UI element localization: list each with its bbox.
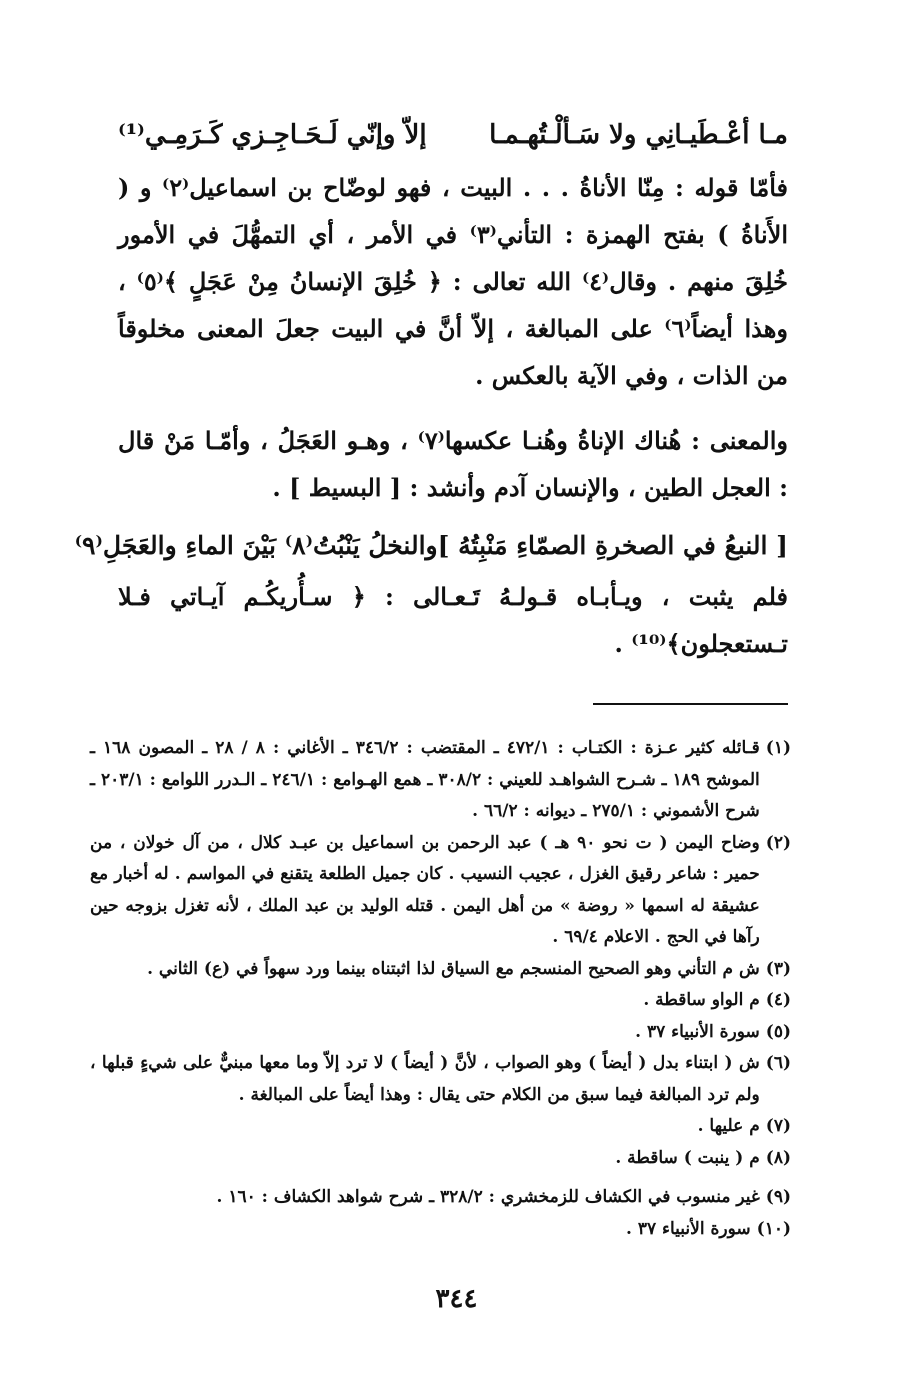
footnote-number: (٣) [765, 958, 791, 979]
poetry-verse-2 [74, 519, 788, 573]
footnote-number: (٤) [765, 990, 791, 1010]
footnote-2 [90, 828, 791, 954]
footnote-number: (٦) [765, 1053, 791, 1073]
footnote-9 [90, 1182, 791, 1214]
verse-1-first-hemistich: مـا أعْـطَيـانِي ولا سَـألْـتُهـمـا [489, 120, 788, 150]
paragraph-commentary-2: والمعنى : هُناك الإناةُ وهُنـا عكسها⁽٧⁾ ، وهـو العَجَلُ ، وأمّـا مَنْ قال : العجل الطين ، والإنسان آدم وأنشد : [ البسيط ] . [118, 426, 788, 502]
footnote-number: (٧) [765, 1116, 791, 1136]
page-number: ٣٤٤ [435, 1284, 478, 1314]
footnote-text: ش م التأني وهو الصحيح المنسجم مع السياق لذا اثبتناه بينما ورد سهواً في (ع) الثاني . [147, 958, 760, 979]
footnote-text: م عليها . [697, 1116, 760, 1136]
footnote-number: (٥) [765, 1021, 791, 1042]
footnote-text: قـائله كثير عـزة : الكتـاب : ٤٧٢/١ ـ المقتضب : ٣٤٦/٢ ـ الأغاني : ٨ / ٢٨ ـ المصون ١٦٨ ـ الموشح ١٨٩ ـ شـرح الشواهـد للعيني : ٣٠٨/٢ ـ همع الهـوامع : ٢٤٦/١ ـ الـدرر اللوامع : ٢٠٣/١ ـ شرح الأشموني : ٢٧٥/١ ـ ديوانه : ٦٦/٢ . [90, 738, 760, 821]
verse-2-second-hemistich: والنخلُ يَنْبُتُ⁽٨⁾ بَيْنَ الماءِ والعَجَلِ⁽٩⁾ [74, 531, 438, 560]
footnote-text: سورة الأنبياء ٣٧ . [625, 1218, 751, 1239]
main-text [74, 108, 789, 667]
footnote-number: (١) [765, 738, 791, 758]
footnote-number: (١٠) [756, 1218, 791, 1239]
footnote-3 [90, 954, 791, 986]
footnote-text: م ( ينبت ) ساقطة . [615, 1147, 760, 1168]
footnote-text: غير منسوب في الكشاف للزمخشري : ٣٢٨/٢ ـ شرح شواهد الكشاف : ١٦٠ . [216, 1187, 760, 1207]
footnote-10 [90, 1214, 791, 1246]
footnote-text: وضاح اليمن ( ت نحو ٩٠ هـ ) عبد الرحمن بن اسماعيل بن عبـد كلال ، من آل خولان ، من حمير : شاعر رقيق الغزل ، عجيب النسيب . كان جميل الطلعة يتقنع في المواسم . له أخبار مع عشيقة له اسمها « روضة » من أهل اليمن . قتله الوليد بن عبد الملك ، لأنه تغزل بزوجه حين رآها في الحج . الاعلام ٦٩/٤ . [90, 832, 760, 947]
footnote-number: (٩) [765, 1187, 791, 1207]
footnote-divider [593, 703, 788, 705]
footnote-5 [90, 1017, 791, 1049]
footnote-6 [90, 1048, 791, 1111]
footnote-text: م الواو ساقطة . [643, 990, 760, 1010]
verse-1-second-hemistich: إلاّ وإنّي لَـحَـاجِـزي كَـرَمِـي⁽¹⁾ [118, 120, 427, 150]
footnote-text: ش ( ابتناء بدل ( أيضاً ) وهو الصواب ، لأنَّ ( أيضاً ) لا ترد إلاّ وما معها مبنيٌّ على شيءٍ قبلها ، ولم ترد المبالغة فيما سبق من الكلام حتى يقال : وهذا أيضاً على المبالغة . [90, 1053, 760, 1105]
verse-2-first-hemistich: [ النبعُ في الصخرةِ الصمّاءِ مَنْبِتُهُ ] [437, 531, 788, 560]
paragraph-commentary-3: فلم يثبت ، ويـأبـاه قـولـهُ تَـعـالى : ﴿ سـأُريكُـم آيـاتي فـلا تـستعجلون﴾⁽¹⁰⁾ . [118, 582, 788, 658]
footnote-text: سورة الأنبياء ٣٧ . [635, 1021, 760, 1042]
poetry-verse-1 [118, 108, 788, 162]
footnotes [90, 733, 791, 1245]
footnote-1 [90, 733, 791, 828]
paragraph-commentary-1: فأمّا قوله : مِنّا الأناةُ . . . البيت ، فهو لوضّاح بن اسماعيل⁽٢⁾ و ( الأَناةُ ) بفتح الهمزة : التأني⁽٣⁾ في الأمر ، أي التمهُّلَ في الأمور خُلِقَ منهم . وقال⁽٤⁾ الله تعالى : ﴿ خُلِقَ الإنسانُ مِنْ عَجَلٍ ﴾⁽٥⁾ ، وهذا أيضاً⁽٦⁾ على المبالغة ، إلاّ أنَّ في البيت جعلَ المعنى مخلوقاً من الذات ، وفي الآية بالعكس . [118, 173, 789, 390]
footnote-number: (٨) [765, 1147, 791, 1168]
footnote-4 [90, 985, 791, 1017]
footnote-number: (٢) [765, 832, 791, 853]
footnote-8 [90, 1143, 791, 1175]
footnote-7 [90, 1111, 791, 1143]
